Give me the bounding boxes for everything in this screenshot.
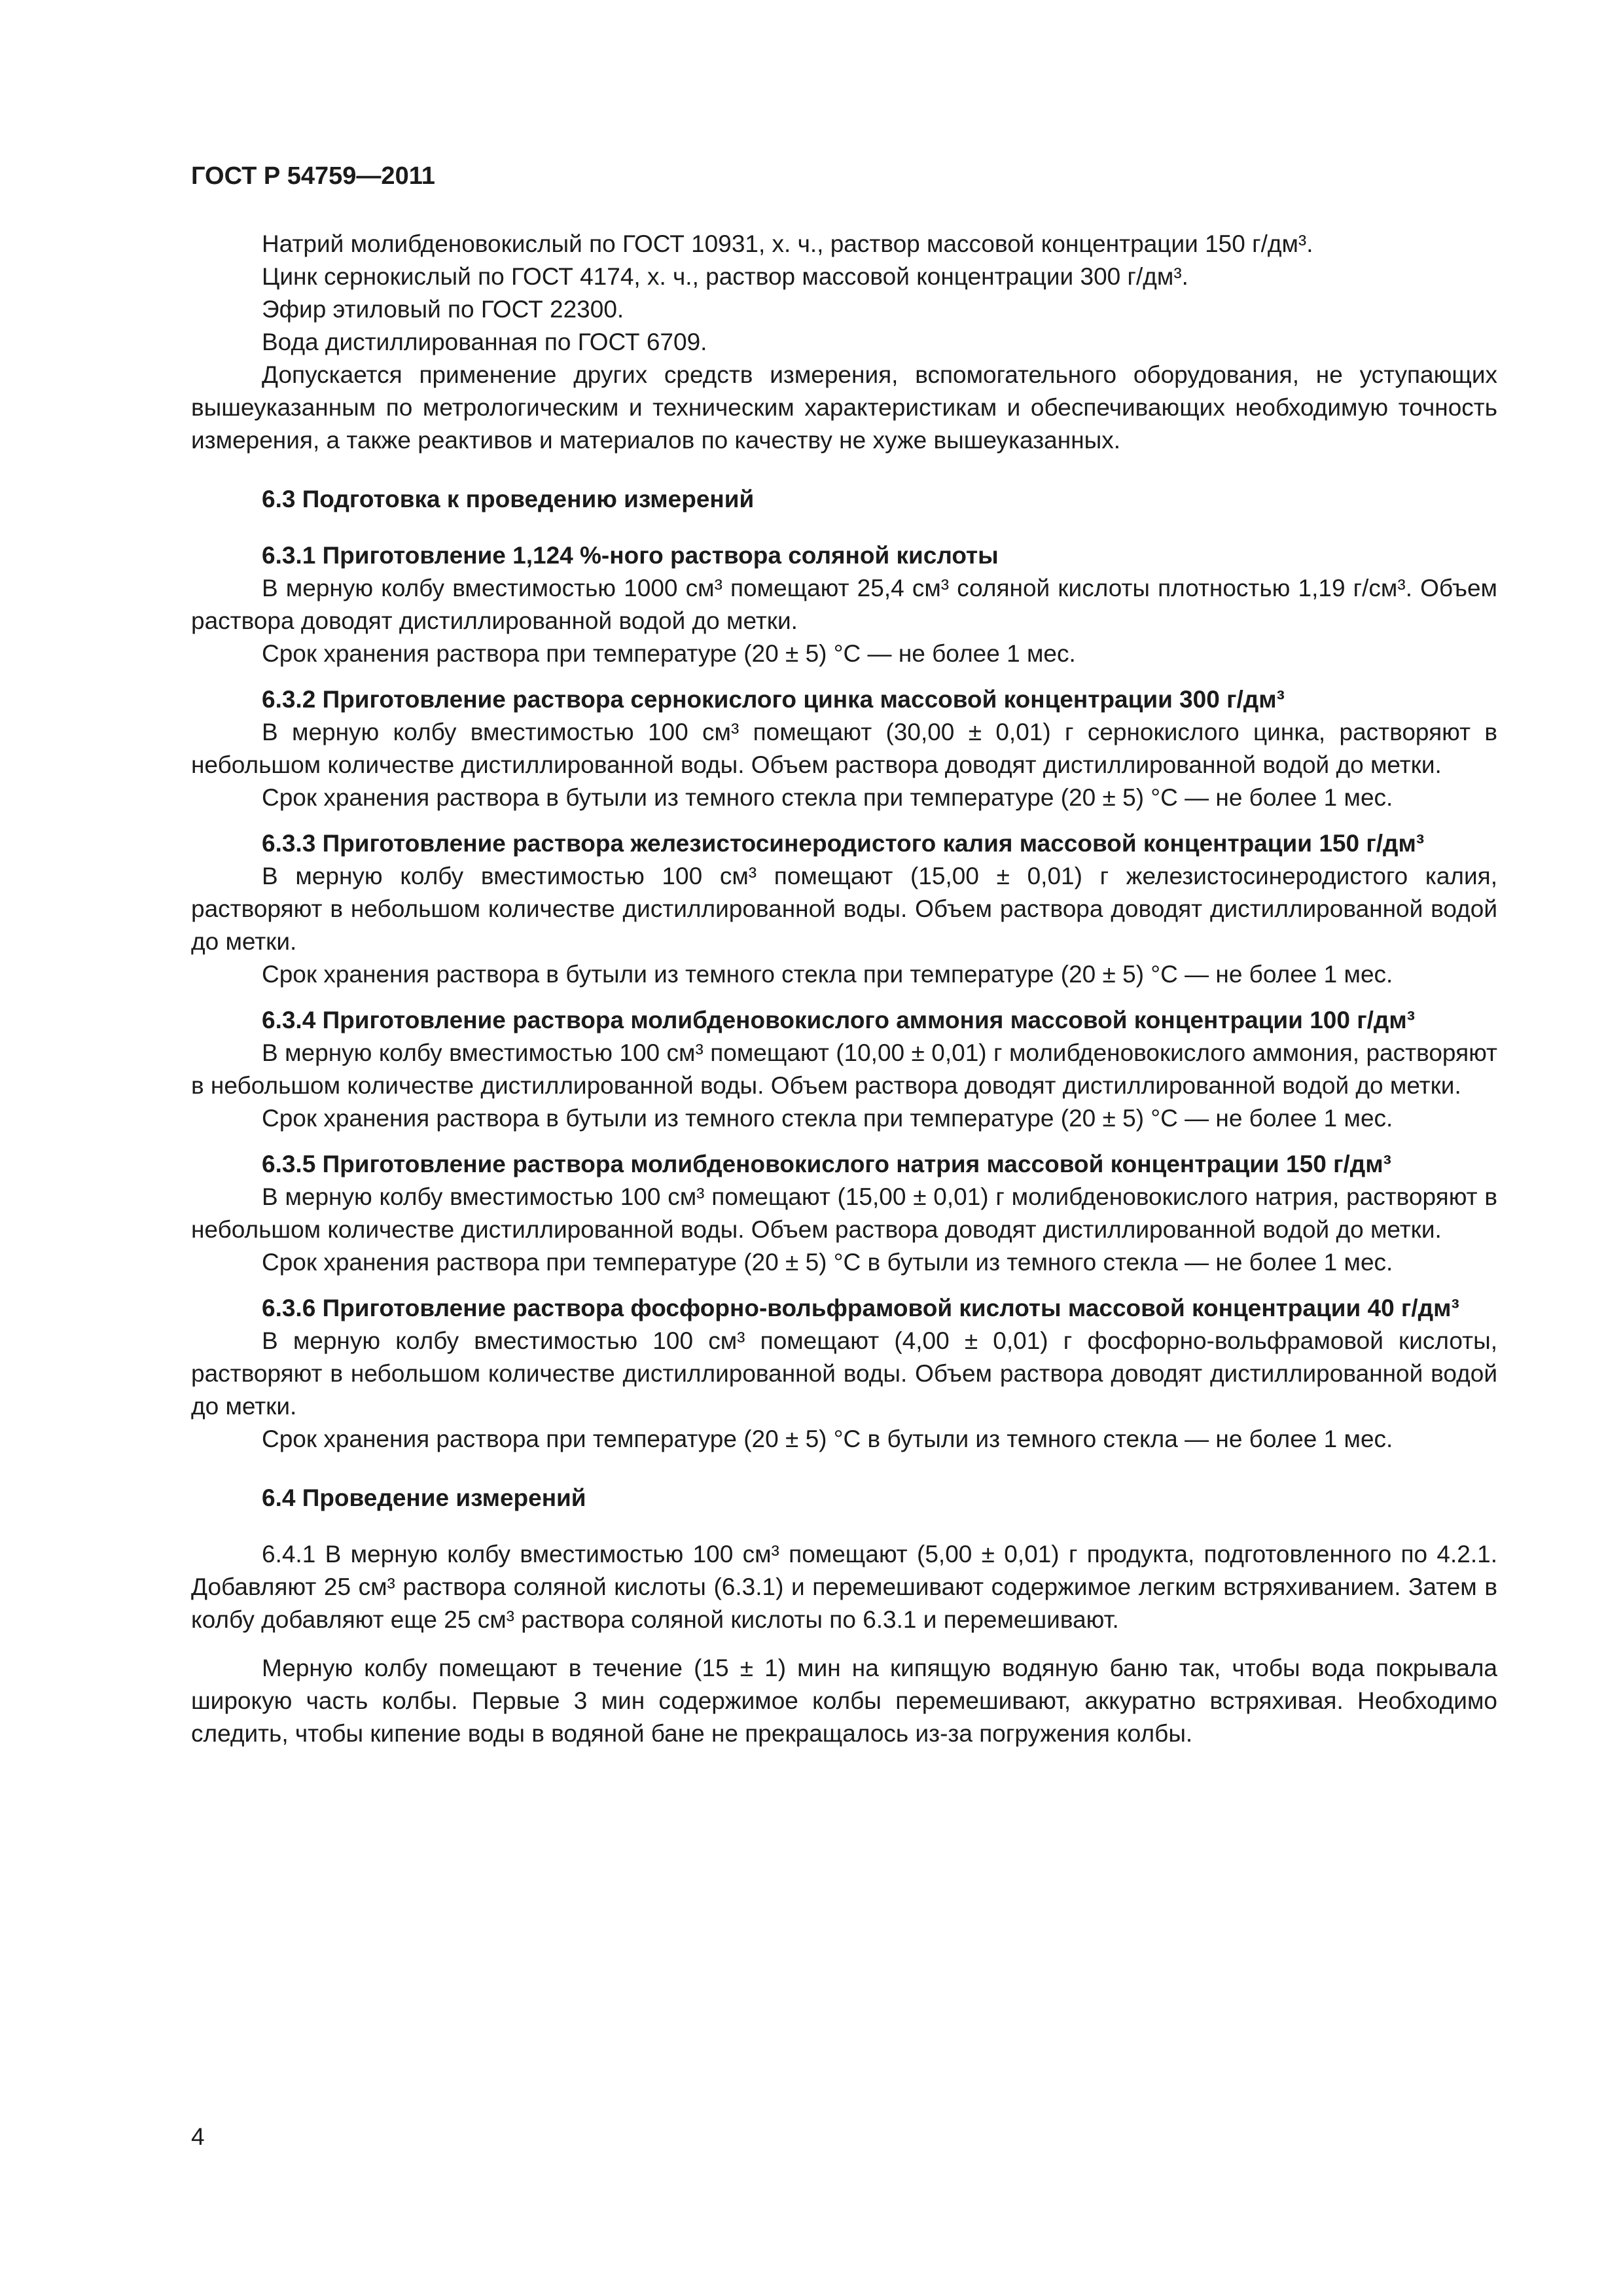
section-heading: 6.3.5 Приготовление раствора молибденовокислого натрия массовой концентрации 150 г/дм³	[262, 1151, 1391, 1177]
body-paragraph: Допускается применение других средств измерения, вспомогательного оборудования, не уступающих вышеуказанным по метрологическим и техническим характеристикам и обеспечивающих необходимую точность измерения, а также реактивов и материалов по качеству не хуже вышеуказанных.	[191, 361, 1497, 454]
section-heading: 6.3.1 Приготовление 1,124 %-ного раствора соляной кислоты	[262, 542, 999, 569]
page-number: 4	[191, 2123, 205, 2150]
body-paragraph: Вода дистиллированная по ГОСТ 6709.	[262, 329, 707, 355]
document-body	[191, 228, 1497, 1750]
document-code: ГОСТ Р 54759—2011	[191, 162, 435, 190]
section-heading: 6.3.4 Приготовление раствора молибденовокислого аммония массовой концентрации 100 г/дм³	[262, 1007, 1416, 1033]
section-heading: 6.3 Подготовка к проведению измерений	[262, 486, 755, 512]
body-paragraph: Срок хранения раствора при температуре (20 ± 5) °С в бутыли из темного стекла — не более 1 мес.	[262, 1249, 1393, 1276]
body-paragraph: В мерную колбу вместимостью 100 см³ помещают (15,00 ± 0,01) г железистосинеродистого калия, растворяют в небольшом количестве дистиллированной воды. Объем раствора доводят дистиллированной водой до метки.	[191, 863, 1497, 955]
body-paragraph: Срок хранения раствора при температуре (20 ± 5) °С в бутыли из темного стекла — не более 1 мес.	[262, 1426, 1393, 1452]
section-heading: 6.3.3 Приготовление раствора железистосинеродистого калия массовой концентрации 150 г/дм³	[262, 830, 1425, 857]
body-paragraph: Срок хранения раствора в бутыли из темного стекла при температуре (20 ± 5) °С — не более 1 мес.	[262, 784, 1393, 811]
body-paragraph: В мерную колбу вместимостью 100 см³ помещают (15,00 ± 0,01) г молибденовокислого натрия, растворяют в небольшом количестве дистиллированной воды. Объем раствора доводят дистиллированной водой до метки.	[191, 1183, 1497, 1243]
body-paragraph: Эфир этиловый по ГОСТ 22300.	[262, 296, 624, 323]
body-paragraph: Натрий молибденовокислый по ГОСТ 10931, х. ч., раствор массовой концентрации 150 г/дм³.	[262, 230, 1313, 257]
section-heading: 6.4 Проведение измерений	[262, 1484, 586, 1511]
body-paragraph: В мерную колбу вместимостью 1000 см³ помещают 25,4 см³ соляной кислоты плотностью 1,19 г/см³. Объем раствора доводят дистиллированной водой до метки.	[191, 575, 1497, 634]
body-paragraph: Срок хранения раствора при температуре (20 ± 5) °С — не более 1 мес.	[262, 640, 1076, 667]
document-page	[191, 160, 1497, 1750]
body-paragraph: В мерную колбу вместимостью 100 см³ помещают (30,00 ± 0,01) г сернокислого цинка, растворяют в небольшом количестве дистиллированной воды. Объем раствора доводят дистиллированной водой до метки.	[191, 719, 1497, 778]
body-paragraph: Срок хранения раствора в бутыли из темного стекла при температуре (20 ± 5) °С — не более 1 мес.	[262, 1105, 1393, 1132]
body-paragraph: Срок хранения раствора в бутыли из темного стекла при температуре (20 ± 5) °С — не более 1 мес.	[262, 961, 1393, 988]
body-paragraph: В мерную колбу вместимостью 100 см³ помещают (4,00 ± 0,01) г фосфорно-вольфрамовой кислоты, растворяют в небольшом количестве дистиллированной воды. Объем раствора доводят дистиллированной водой до метки.	[191, 1327, 1497, 1420]
body-paragraph: Мерную колбу помещают в течение (15 ± 1) мин на кипящую водяную баню так, чтобы вода покрывала широкую часть колбы. Первые 3 мин содержимое колбы перемешивают, аккуратно встряхивая. Необходимо следить, чтобы кипение воды в водяной бане не прекращалось из-за погружения колбы.	[191, 1655, 1497, 1747]
body-paragraph: 6.4.1 В мерную колбу вместимостью 100 см³ помещают (5,00 ± 0,01) г продукта, подготовленного по 4.2.1. Добавляют 25 см³ раствора соляной кислоты (6.3.1) и перемешивают содержимое легким встряхиванием. Затем в колбу добавляют еще 25 см³ раствора соляной кислоты по 6.3.1 и перемешивают.	[191, 1541, 1497, 1633]
body-paragraph: Цинк сернокислый по ГОСТ 4174, х. ч., раствор массовой концентрации 300 г/дм³.	[262, 263, 1188, 290]
body-paragraph: В мерную колбу вместимостью 100 см³ помещают (10,00 ± 0,01) г молибденовокислого аммония, растворяют в небольшом количестве дистиллированной воды. Объем раствора доводят дистиллированной водой до метки.	[191, 1039, 1497, 1099]
section-heading: 6.3.6 Приготовление раствора фосфорно-вольфрамовой кислоты массовой концентрации 40 г/дм³	[262, 1295, 1459, 1321]
section-heading: 6.3.2 Приготовление раствора сернокислого цинка массовой концентрации 300 г/дм³	[262, 686, 1285, 713]
